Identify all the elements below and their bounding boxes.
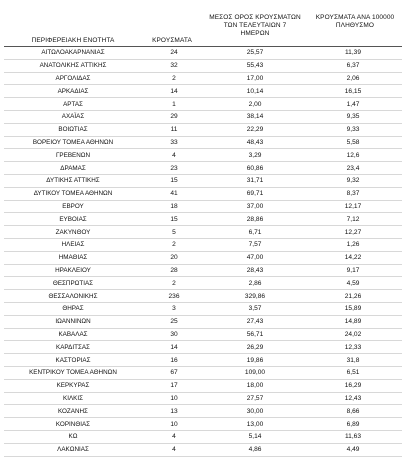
per100k-cell: 15,89: [304, 302, 402, 315]
per100k-cell: 14,22: [304, 251, 402, 264]
header-region-label: ΠΕΡΙΦΕΡΕΙΑΚΗ ΕΝΟΤΗΤΑ: [31, 37, 115, 44]
header-cases: [140, 37, 204, 45]
cases-cell: 4: [142, 149, 206, 162]
cases-cell: 2: [142, 72, 206, 85]
table-row: [4, 379, 402, 392]
avg7-cell: 13,00: [206, 418, 304, 431]
header-avg7: [205, 14, 305, 38]
per100k-cell: 16,15: [304, 85, 402, 98]
table-row: [4, 430, 402, 443]
cases-cell: 2: [142, 238, 206, 251]
per100k-cell: 9,32: [304, 174, 402, 187]
region-cell: ΑΧΑΪΑΣ: [4, 110, 142, 123]
avg7-cell: 3,57: [206, 302, 304, 315]
cases-cell: 30: [142, 328, 206, 341]
per100k-cell: 8,37: [304, 187, 402, 200]
avg7-cell: 3,29: [206, 149, 304, 162]
cases-cell: 13: [142, 405, 206, 418]
table-row: [4, 226, 402, 239]
table-row: [4, 418, 402, 431]
region-cell: ΑΙΤΩΛΟΑΚΑΡΝΑΝΙΑΣ: [4, 47, 142, 60]
table-row: [4, 187, 402, 200]
table-row: [4, 238, 402, 251]
cases-cell: 41: [142, 187, 206, 200]
table-row: [4, 328, 402, 341]
cases-cell: 5: [142, 226, 206, 239]
table-row: [4, 162, 402, 175]
header-cases-label: ΚΡΟΥΣΜΑΤΑ: [152, 37, 192, 44]
region-cell: ΔΡΑΜΑΣ: [4, 162, 142, 175]
region-cell: ΑΡΚΑΔΙΑΣ: [4, 85, 142, 98]
per100k-cell: 6,89: [304, 418, 402, 431]
region-cell: ΑΡΤΑΣ: [4, 98, 142, 111]
region-cell: ΚΑΒΑΛΑΣ: [4, 328, 142, 341]
avg7-cell: 17,00: [206, 72, 304, 85]
per100k-cell: 1,26: [304, 238, 402, 251]
region-cell: ΚΩ: [4, 430, 142, 443]
region-cell: ΖΑΚΥΝΘΟΥ: [4, 226, 142, 239]
cases-cell: 24: [142, 47, 206, 60]
header-avg7-line1: ΜΕΣΟΣ ΟΡΟΣ ΚΡΟΥΣΜΑΤΩΝ: [209, 14, 301, 21]
region-cell: ΗΡΑΚΛΕΙΟΥ: [4, 264, 142, 277]
header-avg7-line3: ΗΜΕΡΩΝ: [240, 30, 270, 37]
cases-table-body: [4, 47, 402, 457]
table-row: [4, 251, 402, 264]
avg7-cell: 48,43: [206, 136, 304, 149]
table-row: [4, 72, 402, 85]
region-cell: ΚΑΡΔΙΤΣΑΣ: [4, 341, 142, 354]
region-cell: ΙΩΑΝΝΙΝΩΝ: [4, 315, 142, 328]
per100k-cell: 4,59: [304, 277, 402, 290]
avg7-cell: 4,86: [206, 443, 304, 456]
cases-cell: 4: [142, 430, 206, 443]
per100k-cell: 8,66: [304, 405, 402, 418]
cases-cell: 28: [142, 264, 206, 277]
avg7-cell: 28,86: [206, 213, 304, 226]
table-row: [4, 392, 402, 405]
per100k-cell: 9,33: [304, 123, 402, 136]
per100k-cell: 7,12: [304, 213, 402, 226]
table-row: [4, 200, 402, 213]
avg7-cell: 19,86: [206, 354, 304, 367]
cases-cell: 2: [142, 277, 206, 290]
cases-cell: 4: [142, 443, 206, 456]
per100k-cell: 14,89: [304, 315, 402, 328]
table-row: [4, 290, 402, 303]
cases-cell: 1: [142, 98, 206, 111]
header-per100k: [306, 14, 404, 30]
header-region: [4, 37, 142, 45]
table-row: [4, 174, 402, 187]
cases-cell: 10: [142, 392, 206, 405]
avg7-cell: 5,14: [206, 430, 304, 443]
avg7-cell: 55,43: [206, 59, 304, 72]
region-cell: ΔΥΤΙΚΗΣ ΑΤΤΙΚΗΣ: [4, 174, 142, 187]
avg7-cell: 37,00: [206, 200, 304, 213]
region-cell: ΛΑΚΩΝΙΑΣ: [4, 443, 142, 456]
table-row: [4, 98, 402, 111]
avg7-cell: 6,71: [206, 226, 304, 239]
per100k-cell: 12,43: [304, 392, 402, 405]
avg7-cell: 2,00: [206, 98, 304, 111]
avg7-cell: 47,00: [206, 251, 304, 264]
table-row: [4, 264, 402, 277]
cases-cell: 15: [142, 174, 206, 187]
per100k-cell: 24,02: [304, 328, 402, 341]
avg7-cell: 30,00: [206, 405, 304, 418]
region-cell: ΚΑΣΤΟΡΙΑΣ: [4, 354, 142, 367]
avg7-cell: 27,43: [206, 315, 304, 328]
table-row: [4, 110, 402, 123]
avg7-cell: 7,57: [206, 238, 304, 251]
avg7-cell: 329,86: [206, 290, 304, 303]
table-row: [4, 213, 402, 226]
cases-cell: 20: [142, 251, 206, 264]
cases-cell: 18: [142, 200, 206, 213]
table-row: [4, 59, 402, 72]
avg7-cell: 10,14: [206, 85, 304, 98]
cases-cell: 14: [142, 341, 206, 354]
region-cell: ΑΝΑΤΟΛΙΚΗΣ ΑΤΤΙΚΗΣ: [4, 59, 142, 72]
table-row: [4, 443, 402, 456]
avg7-cell: 56,71: [206, 328, 304, 341]
avg7-cell: 109,00: [206, 366, 304, 379]
avg7-cell: 25,57: [206, 47, 304, 60]
avg7-cell: 2,86: [206, 277, 304, 290]
header-avg7-line2: ΤΩΝ ΤΕΛΕΥΤΑΙΩΝ 7: [223, 22, 287, 29]
per100k-cell: 9,17: [304, 264, 402, 277]
cases-cell: 29: [142, 110, 206, 123]
cases-cell: 236: [142, 290, 206, 303]
per100k-cell: 23,4: [304, 162, 402, 175]
per100k-cell: 21,26: [304, 290, 402, 303]
cases-cell: 17: [142, 379, 206, 392]
table-row: [4, 302, 402, 315]
per100k-cell: 16,29: [304, 379, 402, 392]
avg7-cell: 26,29: [206, 341, 304, 354]
avg7-cell: 60,86: [206, 162, 304, 175]
region-cell: ΘΕΣΣΑΛΟΝΙΚΗΣ: [4, 290, 142, 303]
region-cell: ΔΥΤΙΚΟΥ ΤΟΜΕΑ ΑΘΗΝΩΝ: [4, 187, 142, 200]
cases-cell: 14: [142, 85, 206, 98]
region-cell: ΑΡΓΟΛΙΔΑΣ: [4, 72, 142, 85]
table-row: [4, 149, 402, 162]
region-cell: ΘΗΡΑΣ: [4, 302, 142, 315]
avg7-cell: 31,71: [206, 174, 304, 187]
region-cell: ΓΡΕΒΕΝΩΝ: [4, 149, 142, 162]
region-cell: ΒΟΡΕΙΟΥ ΤΟΜΕΑ ΑΘΗΝΩΝ: [4, 136, 142, 149]
region-cell: ΚΙΛΚΙΣ: [4, 392, 142, 405]
region-cell: ΚΕΡΚΥΡΑΣ: [4, 379, 142, 392]
avg7-cell: 69,71: [206, 187, 304, 200]
header-per100k-line2: ΠΛΗΘΥΣΜΟ: [335, 22, 375, 29]
region-cell: ΒΟΙΩΤΙΑΣ: [4, 123, 142, 136]
region-cell: ΚΕΝΤΡΙΚΟΥ ΤΟΜΕΑ ΑΘΗΝΩΝ: [4, 366, 142, 379]
table-row: [4, 277, 402, 290]
per100k-cell: 4,49: [304, 443, 402, 456]
cases-cell: 3: [142, 302, 206, 315]
per100k-cell: 12,27: [304, 226, 402, 239]
per100k-cell: 2,06: [304, 72, 402, 85]
header-per100k-line1: ΚΡΟΥΣΜΑΤΑ ΑΝΑ 100000: [315, 14, 395, 21]
table-row: [4, 405, 402, 418]
cases-cell: 32: [142, 59, 206, 72]
per100k-cell: 6,51: [304, 366, 402, 379]
per100k-cell: 31,8: [304, 354, 402, 367]
cases-cell: 67: [142, 366, 206, 379]
region-cell: ΚΟΡΙΝΘΙΑΣ: [4, 418, 142, 431]
table-row: [4, 47, 402, 60]
per100k-cell: 6,37: [304, 59, 402, 72]
per100k-cell: 12,17: [304, 200, 402, 213]
table-row: [4, 354, 402, 367]
table-row: [4, 341, 402, 354]
per100k-cell: 1,47: [304, 98, 402, 111]
table-row: [4, 123, 402, 136]
avg7-cell: 27,57: [206, 392, 304, 405]
avg7-cell: 38,14: [206, 110, 304, 123]
cases-table: [4, 46, 402, 457]
cases-cell: 33: [142, 136, 206, 149]
cases-cell: 16: [142, 354, 206, 367]
region-cell: ΘΕΣΠΡΩΤΙΑΣ: [4, 277, 142, 290]
cases-cell: 11: [142, 123, 206, 136]
table-row: [4, 85, 402, 98]
cases-cell: 23: [142, 162, 206, 175]
per100k-cell: 11,63: [304, 430, 402, 443]
per100k-cell: 5,58: [304, 136, 402, 149]
per100k-cell: 11,39: [304, 47, 402, 60]
table-row: [4, 315, 402, 328]
region-cell: ΕΥΒΟΙΑΣ: [4, 213, 142, 226]
cases-cell: 25: [142, 315, 206, 328]
avg7-cell: 18,00: [206, 379, 304, 392]
per100k-cell: 12,33: [304, 341, 402, 354]
region-cell: ΗΛΕΙΑΣ: [4, 238, 142, 251]
avg7-cell: 28,43: [206, 264, 304, 277]
region-cell: ΕΒΡΟΥ: [4, 200, 142, 213]
table-row: [4, 366, 402, 379]
table-row: [4, 136, 402, 149]
region-cell: ΗΜΑΘΙΑΣ: [4, 251, 142, 264]
avg7-cell: 22,29: [206, 123, 304, 136]
per100k-cell: 12,6: [304, 149, 402, 162]
cases-cell: 15: [142, 213, 206, 226]
per100k-cell: 9,35: [304, 110, 402, 123]
cases-cell: 10: [142, 418, 206, 431]
region-cell: ΚΟΖΑΝΗΣ: [4, 405, 142, 418]
